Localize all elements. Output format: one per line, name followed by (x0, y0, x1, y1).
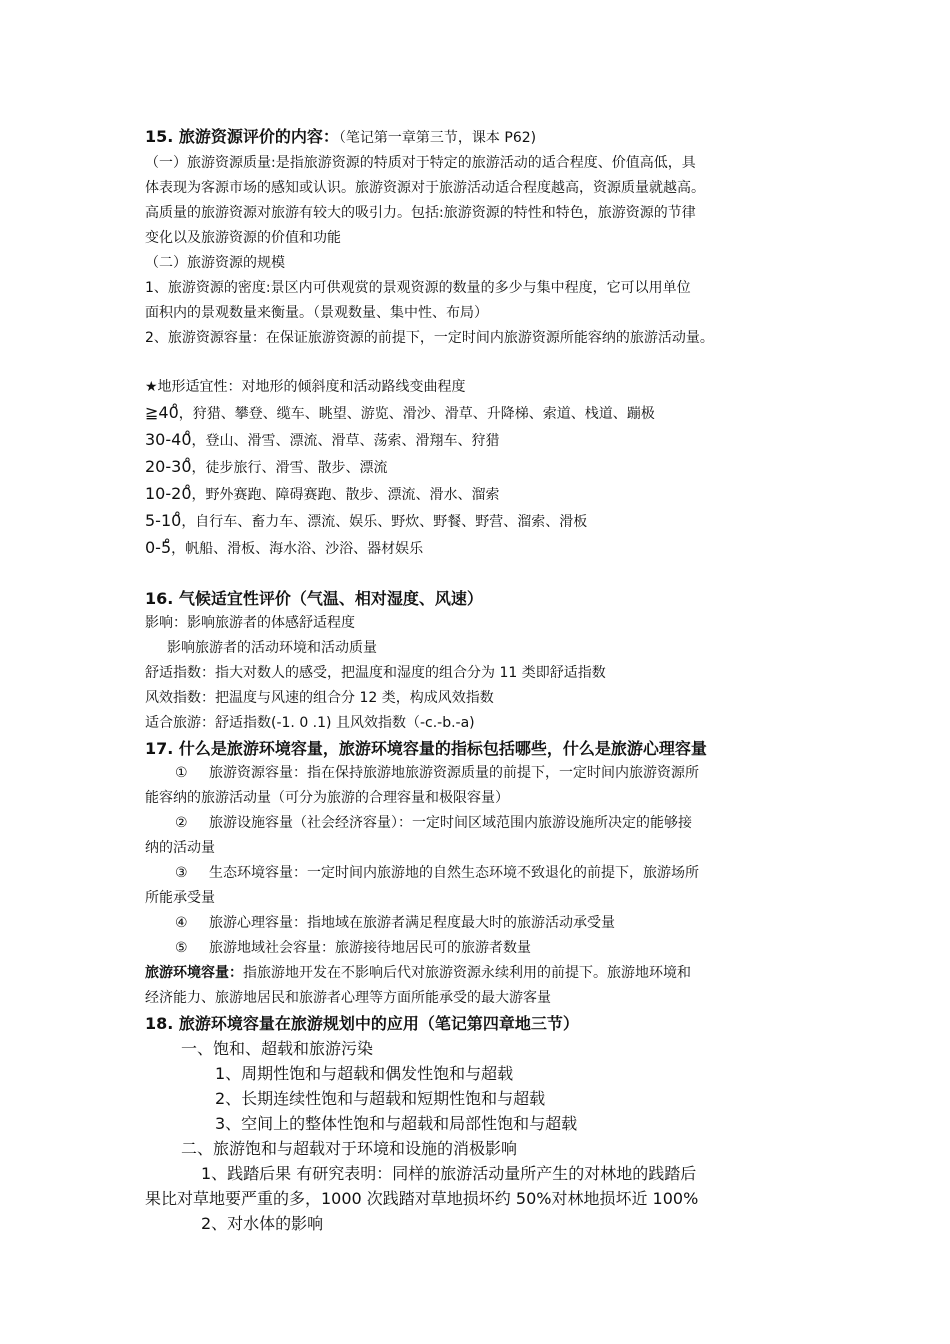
section-15-line: （二）旅游资源的规模 (145, 255, 285, 271)
capacity-item-text: 旅游资源容量：指在保持旅游地旅游资源质量的前提下，一定时间内旅游资源所 (209, 765, 699, 781)
section-18-title: 18. 旅游环境容量在旅游规划中的应用（笔记第四章地三节） (145, 1014, 579, 1033)
capacity-item-number: ④ (175, 915, 188, 931)
capacity-item-text: 生态环境容量：一定时间内旅游地的自然生态环境不致退化的前提下，旅游场所 (209, 865, 699, 881)
section-16-title: 16. 气候适宜性评价（气温、相对湿度、风速） (145, 589, 483, 608)
section-16-line: 舒适指数：指大对数人的感受，把温度和湿度的组合分为 11 类即舒适指数 (145, 665, 606, 681)
saturation-type: 3、空间上的整体性饱和与超载和局部性饱和与超载 (215, 1114, 578, 1133)
terrain-row (145, 454, 825, 481)
terrain-range: ≧40̊ (145, 403, 179, 422)
capacity-item-number: ① (175, 765, 188, 781)
capacity-item-continued: 纳的活动量 (145, 840, 215, 856)
terrain-row (145, 535, 825, 562)
terrain-activities: ，野外赛跑、障碍赛跑、散步、漂流、滑水、溜索 (191, 487, 500, 503)
section-15-line: 变化以及旅游资源的价值和功能 (145, 230, 341, 246)
terrain-row (145, 400, 825, 427)
capacity-item (145, 811, 825, 836)
capacity-item (145, 911, 825, 936)
section-15-note: （笔记第一章第三节，课本 P62) (338, 130, 537, 146)
terrain-row (145, 508, 825, 535)
section-15-line: 面积内的景观数量来衡量。（景观数量、集中性、布局） (145, 305, 488, 321)
impact-water: 2、对水体的影响 (201, 1214, 324, 1233)
capacity-item-number: ③ (175, 865, 188, 881)
section-16-line: 风效指数：把温度与风速的组合分 12 类，构成风效指数 (145, 690, 494, 706)
section-16-line: 影响：影响旅游者的体感舒适程度 (145, 615, 355, 631)
capacity-definition-text: 指旅游地开发在不影响后代对旅游资源永续利用的前提下。旅游地环境和 (243, 965, 691, 981)
section-15-heading (145, 124, 825, 151)
terrain-range: 0-5̊ (145, 538, 172, 557)
terrain-activities: ，登山、滑雪、漂流、滑草、荡索、滑翔车、狩猎 (191, 433, 500, 449)
section-17-title: 17. 什么是旅游环境容量，旅游环境容量的指标包括哪些，什么是旅游心理容量 (145, 739, 707, 758)
section-15-line: 体表现为客源市场的感知或认识。旅游资源对于旅游活动适合程度越高，资源质量就越高。 (145, 180, 705, 196)
impact-paragraph-continued: 果比对草地要严重的多，1000 次践踏对草地损坏约 50%对林地损坏近 100% (145, 1189, 699, 1208)
terrain-row (145, 481, 825, 508)
document-page (145, 122, 825, 1236)
section-16-line: 影响旅游者的活动环境和活动质量 (167, 640, 377, 656)
capacity-item-continued: 能容纳的旅游活动量（可分为旅游的合理容量和极限容量） (145, 790, 509, 806)
terrain-activities: ，自行车、畜力车、漂流、娱乐、野炊、野餐、野营、溜索、滑板 (181, 514, 588, 530)
section-15-line: 1、旅游资源的密度:景区内可供观赏的景观资源的数量的多少与集中程度，它可以用单位 (145, 280, 691, 296)
saturation-type: 1、周期性饱和与超载和偶发性饱和与超载 (215, 1064, 514, 1083)
capacity-item (145, 761, 825, 786)
terrain-range: 30-40̊ (145, 430, 192, 449)
section-15-line: 高质量的旅游资源对旅游有较大的吸引力。包括:旅游资源的特性和特色，旅游资源的节律 (145, 205, 696, 221)
terrain-activities: ，徒步旅行、滑雪、散步、漂流 (191, 460, 388, 476)
capacity-definition-lead: 旅游环境容量： (145, 965, 243, 981)
capacity-item-continued: 所能承受量 (145, 890, 215, 906)
terrain-range: 10-20̊ (145, 484, 192, 503)
capacity-definition (145, 961, 825, 986)
capacity-item-text: 旅游设施容量（社会经济容量）：一定时间区域范围内旅游设施所决定的能够接 (209, 815, 692, 831)
capacity-item (145, 936, 825, 961)
section-15-line: （一）旅游资源质量:是指旅游资源的特质对于特定的旅游活动的适合程度、价值高低，具 (145, 155, 696, 171)
terrain-activities: ，狩猎、攀登、缆车、眺望、游览、滑沙、滑草、升降梯、索道、栈道、蹦极 (178, 406, 655, 422)
terrain-activities: ，帆船、滑板、海水浴、沙浴、器材娱乐 (171, 541, 424, 557)
capacity-item-number: ② (175, 815, 188, 831)
section-18-heading-2: 二、旅游饱和与超载对于环境和设施的消极影响 (181, 1139, 518, 1158)
saturation-type: 2、长期连续性饱和与超载和短期性饱和与超载 (215, 1089, 546, 1108)
section-15-line: 2、旅游资源容量：在保证旅游资源的前提下，一定时间内旅游资源所能容纳的旅游活动量。 (145, 330, 714, 346)
capacity-item-text: 旅游心理容量：指地域在旅游者满足程度最大时的旅游活动承受量 (209, 915, 615, 931)
capacity-item (145, 861, 825, 886)
capacity-definition-continued: 经济能力、旅游地居民和旅游者心理等方面所能承受的最大游客量 (145, 990, 551, 1006)
terrain-title: ★地形适宜性：对地形的倾斜度和活动路线变曲程度 (145, 379, 466, 395)
impact-paragraph: 1、践踏后果 有研究表明：同样的旅游活动量所产生的对林地的践踏后 (201, 1164, 697, 1183)
terrain-range: 20-30̊ (145, 457, 192, 476)
section-16-line: 适合旅游：舒适指数(-1. 0 .1) 且风效指数（-c.-b.-a) (145, 715, 475, 731)
section-18-heading-1: 一、饱和、超载和旅游污染 (181, 1039, 374, 1058)
section-15-title: 15. 旅游资源评价的内容： (145, 127, 339, 146)
capacity-item-number: ⑤ (175, 940, 188, 956)
terrain-row (145, 427, 825, 454)
terrain-range: 5-10̊ (145, 511, 182, 530)
capacity-item-text: 旅游地域社会容量：旅游接待地居民可的旅游者数量 (209, 940, 531, 956)
